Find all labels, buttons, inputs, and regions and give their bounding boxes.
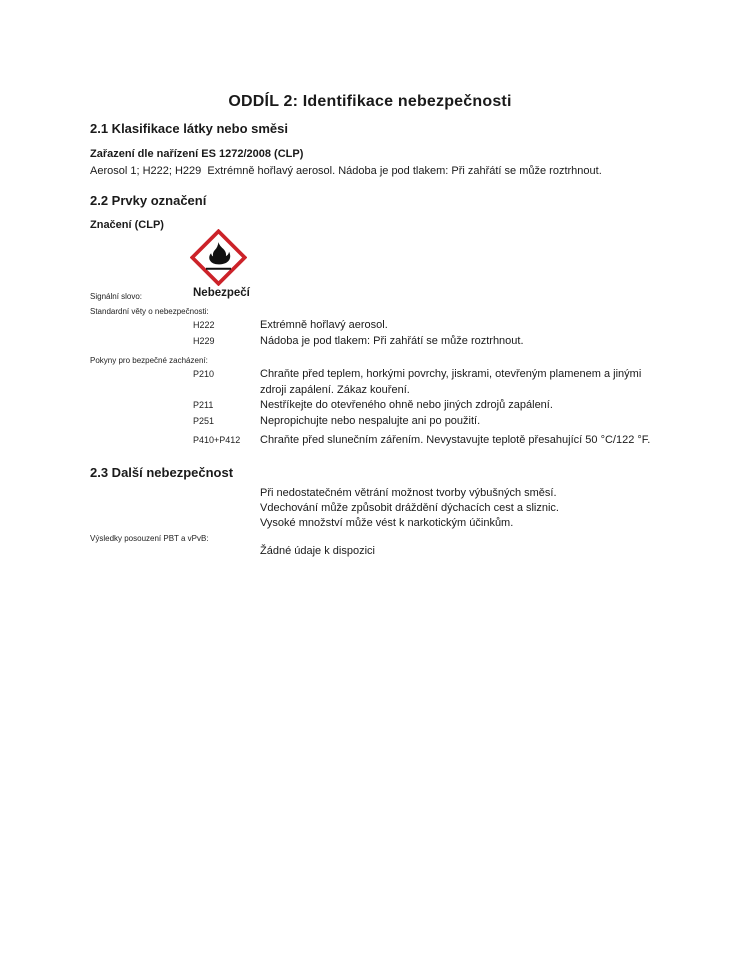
precautionary-text: Chraňte před teplem, horkými povrchy, jiskrami, otevřeným plamenem a jinými zdroji zapálení. Zákaz kouření. (260, 368, 642, 396)
precautionary-statement-row (193, 414, 655, 430)
hazard-statements-label: Standardní věty o nebezpečnosti: (90, 307, 209, 316)
flame-icon (190, 229, 247, 286)
signal-word-value: Nebezpečí (193, 287, 250, 299)
hazard-text: Nádoba je pod tlakem: Při zahřátí se může roztrhnout. (260, 334, 524, 347)
precautionary-code: P210 (193, 369, 215, 379)
pbt-assessment-label: Výsledky posouzení PBT a vPvB: (90, 534, 209, 543)
precautionary-code: P410+P412 (193, 435, 241, 445)
labeling-clp-subheading: Značení (CLP) (90, 219, 164, 231)
precautionary-statement-row (193, 367, 655, 398)
page-title: ODDÍL 2: Identifikace nebezpečnosti (228, 93, 512, 110)
classification-regulation-subheading: Zařazení dle nařízení ES 1272/2008 (CLP) (90, 148, 304, 160)
hazard-code: H229 (193, 335, 215, 346)
precautionary-text: Nepropichujte nebo nespalujte ani po použití. (260, 414, 481, 427)
other-hazard-statement: Při nedostatečném větrání možnost tvorby výbušných směsí. (260, 487, 557, 499)
section-2-2-heading: 2.2 Prvky označení (90, 193, 207, 208)
hazard-code: H222 (193, 320, 215, 330)
hazard-statements-list (193, 318, 655, 349)
classification-statement: Aerosol 1; H222; H229 Extrémně hořlavý aerosol. Nádoba je pod tlakem: Při zahřátí se může roztrhnout. (90, 165, 602, 177)
signal-word-label: Signální slovo: (90, 292, 143, 301)
other-hazards-list (260, 486, 660, 531)
ghs02-flame-pictogram (190, 229, 247, 286)
precautionary-statement-row (193, 433, 655, 449)
precautionary-statement-row (193, 398, 655, 414)
precautionary-code: P251 (193, 415, 215, 426)
precautionary-text: Chraňte před slunečním zářením. Nevystavujte teplotě přesahující 50 °C/122 °F. (260, 434, 651, 446)
other-hazard-statement: Vysoké množství může vést k narkotickým účinkům. (260, 517, 514, 529)
hazard-statement-row (193, 334, 655, 350)
precautionary-code: P211 (193, 400, 214, 410)
section-2-3-heading: 2.3 Další nebezpečnost (90, 465, 234, 480)
pbt-assessment-result: Žádné údaje k dispozici (260, 545, 375, 557)
other-hazard-statement: Vdechování může způsobit dráždění dýchacích cest a sliznic. (260, 502, 559, 514)
section-2-1-heading: 2.1 Klasifikace látky nebo směsi (90, 121, 288, 136)
precautionary-statements-list (193, 367, 655, 449)
precautionary-text: Nestříkejte do otevřeného ohně nebo jiných zdrojů zapálení. (260, 399, 553, 411)
precautionary-statements-label: Pokyny pro bezpečné zacházení: (90, 356, 208, 365)
hazard-statement-row (193, 318, 655, 334)
hazard-text: Extrémně hořlavý aerosol. (260, 319, 388, 331)
